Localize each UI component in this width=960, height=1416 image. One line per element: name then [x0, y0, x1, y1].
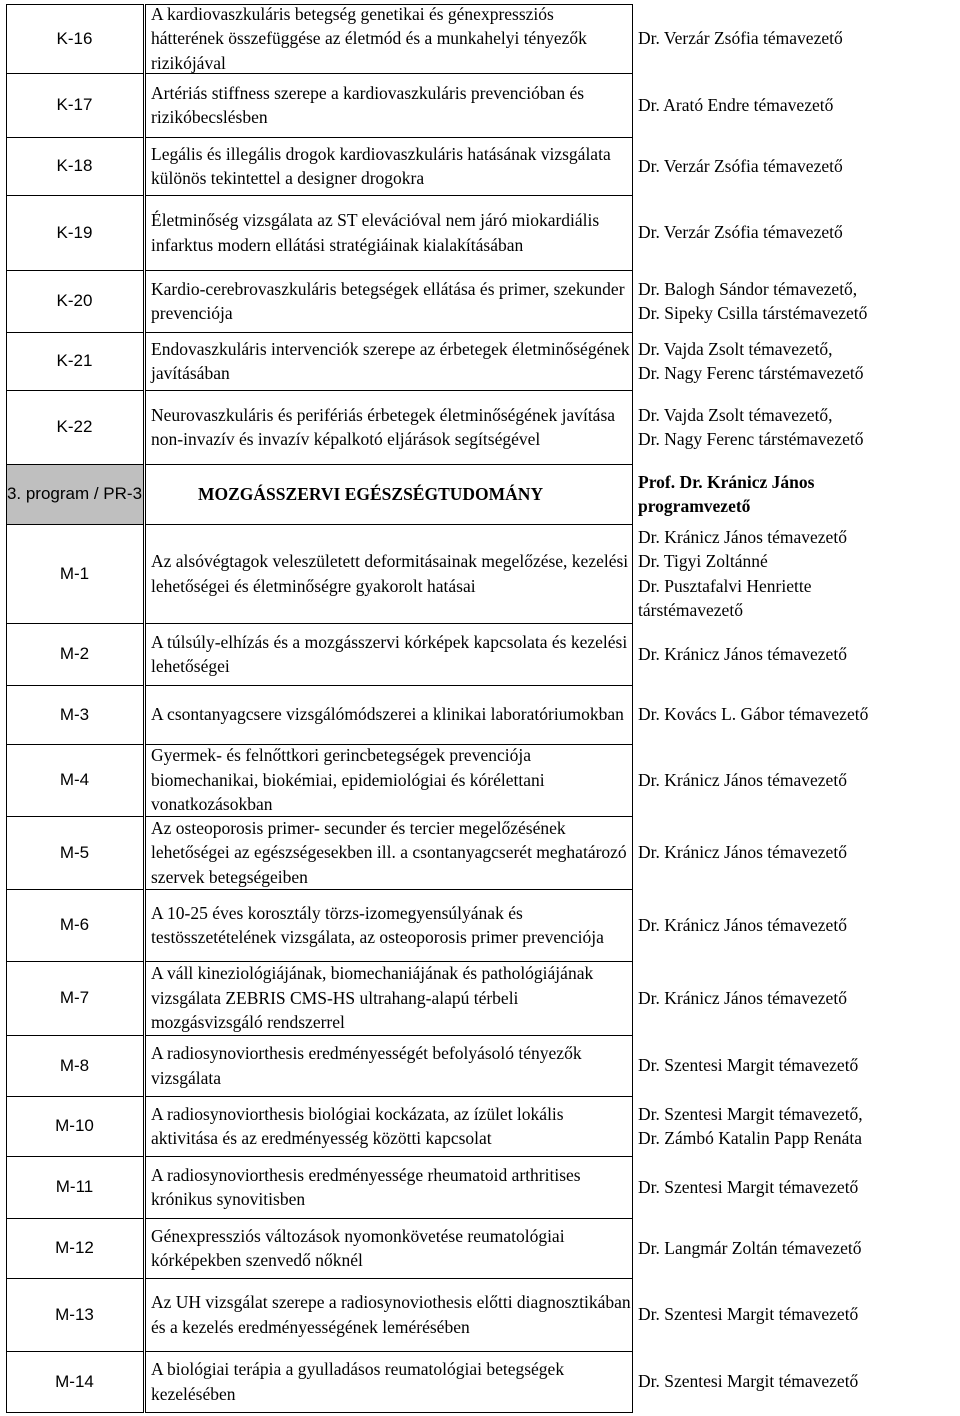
row-title: Az osteoporosis primer- secunder és tercier megelőzésének lehetőségei az egészségesekben ill. a csontanyagcserét meghatározó szervek betegségeiben	[151, 817, 627, 887]
row-divider	[145, 137, 633, 138]
supervisor-line: Dr. Verzár Zsófia témavezető	[638, 28, 843, 49]
row-code: M-6	[6, 889, 144, 961]
table-row	[0, 623, 960, 685]
table-row	[0, 1096, 960, 1156]
row-divider	[6, 1096, 144, 1097]
supervisor-line: Dr. Kránicz János témavezető	[638, 769, 847, 790]
table-row	[0, 524, 960, 623]
row-divider	[6, 4, 144, 5]
row-title: Legális és illegális drogok kardiovaszkuláris hatásának vizsgálata különös tekintettel a designer drogokra	[151, 143, 611, 188]
row-divider	[145, 4, 633, 5]
row-divider	[6, 1278, 144, 1279]
row-title: Neurovaszkuláris és perifériás érbetegek életminőségének javítása non-invazív és invazív képalkotó eljárások segítségével	[151, 404, 616, 449]
supervisor-line: Dr. Kránicz János témavezető	[638, 643, 847, 664]
row-supervisor	[638, 1035, 956, 1096]
supervisor-line: Dr. Szentesi Margit témavezető,	[638, 1103, 863, 1124]
row-divider	[6, 390, 144, 391]
row-divider	[6, 1218, 144, 1219]
table-row	[0, 1351, 960, 1412]
row-supervisor	[638, 137, 956, 195]
row-code: K-18	[6, 137, 144, 195]
row-title: Artériás stiffness szerepe a kardiovaszkuláris prevencióban és rizikóbecslésben	[151, 82, 585, 127]
row-title: A biológiai terápia a gyulladásos reumatológiai betegségek kezelésében	[151, 1359, 565, 1404]
table-bottom-border	[145, 1412, 633, 1413]
supervisor-line: Dr. Szentesi Margit témavezető	[638, 1304, 859, 1325]
row-supervisor	[638, 524, 956, 623]
row-divider	[145, 1096, 633, 1097]
row-code: M-10	[6, 1096, 144, 1156]
row-supervisor	[638, 889, 956, 961]
row-code: M-4	[6, 744, 144, 816]
section-heading: MOZGÁSSZERVI EGÉSZSÉGTUDOMÁNY	[198, 483, 544, 504]
row-title: Endovaszkuláris intervenciók szerepe az érbetegek életminőségének javításában	[151, 338, 630, 383]
row-divider	[6, 270, 144, 271]
row-code: M-14	[6, 1351, 144, 1412]
column-divider	[6, 4, 7, 1412]
row-code: M-12	[6, 1218, 144, 1278]
row-divider	[145, 524, 633, 525]
row-divider	[145, 889, 633, 890]
supervisor-line: Dr. Nagy Ferenc társtémavezető	[638, 363, 864, 383]
row-title: Életminőség vizsgálata az ST elevációval nem járó miokardiális infarktus modern ellátási stratégiáinak kialakításában	[151, 210, 600, 255]
row-divider	[145, 1035, 633, 1036]
row-divider	[145, 744, 633, 745]
supervisor-line: Dr. Kovács L. Gábor témavezető	[638, 704, 869, 725]
table-row	[0, 73, 960, 137]
table-row	[0, 744, 960, 816]
row-divider	[145, 961, 633, 962]
supervisor-line: Dr. Kránicz János témavezető	[638, 526, 847, 547]
row-supervisor	[638, 390, 956, 464]
table-row	[0, 1156, 960, 1218]
row-code: M-13	[6, 1278, 144, 1351]
row-divider	[6, 524, 144, 525]
row-divider	[145, 195, 633, 196]
supervisor-line: Dr. Verzár Zsófia témavezető	[638, 155, 843, 176]
row-divider	[145, 73, 633, 74]
row-title: Génexpressziós változások nyomonkövetése reumatológiai kórképekben szenvedő nőknél	[151, 1225, 565, 1270]
table-row	[0, 1218, 960, 1278]
row-supervisor	[638, 744, 956, 816]
table-row	[0, 1278, 960, 1351]
row-supervisor	[638, 816, 956, 889]
supervisor-line: Dr. Szentesi Margit témavezető	[638, 1371, 859, 1392]
row-divider	[145, 623, 633, 624]
supervisor-line: Dr. Nagy Ferenc társtémavezető	[638, 429, 864, 449]
row-divider	[6, 685, 144, 686]
table-row	[0, 685, 960, 744]
supervisor-line: Dr. Langmár Zoltán témavezető	[638, 1237, 862, 1258]
row-supervisor	[638, 4, 956, 73]
row-supervisor	[638, 195, 956, 270]
row-divider	[6, 195, 144, 196]
row-code: 3. program / PR-3	[6, 464, 144, 524]
row-divider	[145, 390, 633, 391]
row-title: Gyermek- és felnőttkori gerincbetegségek prevenciója biomechanikai, biokémiai, epidemiológiai és kórélettani vonatkozásokban	[151, 745, 545, 815]
row-divider	[145, 332, 633, 333]
table-row	[0, 816, 960, 889]
row-title: A radiosynoviorthesis eredményességét befolyásoló tényezők vizsgálata	[151, 1043, 582, 1088]
row-code: K-16	[6, 4, 144, 73]
row-divider	[6, 816, 144, 817]
supervisor-line: Dr. Szentesi Margit témavezető	[638, 1176, 859, 1197]
supervisor-line: Dr. Zámbó Katalin Papp Renáta	[638, 1128, 863, 1148]
row-divider	[6, 889, 144, 890]
row-code: M-2	[6, 623, 144, 685]
row-divider	[6, 73, 144, 74]
table-row	[0, 1035, 960, 1096]
row-supervisor	[638, 685, 956, 744]
row-title: A kardiovaszkuláris betegség genetikai és génexpressziós hátterének összefüggése az életmód és a munkahelyi tényezők rizikójával	[151, 3, 587, 73]
table-row	[0, 137, 960, 195]
row-divider	[6, 1351, 144, 1352]
row-code: M-1	[6, 524, 144, 623]
supervisor-line: Dr. Szentesi Margit témavezető	[638, 1055, 859, 1076]
row-supervisor	[638, 961, 956, 1035]
row-supervisor	[638, 332, 956, 390]
row-code: K-17	[6, 73, 144, 137]
supervisor-line: Dr. Arató Endre témavezető	[638, 94, 834, 115]
row-divider	[6, 332, 144, 333]
row-supervisor	[638, 1351, 956, 1412]
row-divider	[145, 464, 633, 465]
row-title: A csontanyagcsere vizsgálómódszerei a klinikai laboratóriumokban	[151, 704, 624, 725]
row-code: M-8	[6, 1035, 144, 1096]
row-divider	[6, 1035, 144, 1036]
row-code: M-5	[6, 816, 144, 889]
row-supervisor	[638, 1278, 956, 1351]
row-title: A váll kineziológiájának, biomechaniájának és pathológiájának vizsgálata ZEBRIS CMS-HS ultrahang-alapú térbeli mozgásvizsgáló rendszerrel	[151, 963, 594, 1033]
table-row	[0, 195, 960, 270]
row-divider	[6, 744, 144, 745]
row-supervisor	[638, 1218, 956, 1278]
row-code: M-11	[6, 1156, 144, 1218]
row-code: K-22	[6, 390, 144, 464]
supervisor-line: társtémavezető	[638, 600, 743, 620]
supervisor-line: Dr. Balogh Sándor témavezető,	[638, 278, 858, 299]
column-divider	[145, 4, 146, 1412]
row-divider	[145, 1351, 633, 1352]
table-row	[0, 332, 960, 390]
row-divider	[6, 464, 144, 465]
supervisor-line: Dr. Vajda Zsolt témavezető,	[638, 338, 833, 359]
row-divider	[145, 1156, 633, 1157]
supervisor-line: Dr. Sipeky Csilla társtémavezető	[638, 303, 868, 323]
supervisor-line: programvezető	[638, 496, 751, 516]
row-title: A radiosynoviorthesis biológiai kockázata, az ízület lokális aktivitása és az eredményesség közötti kapcsolat	[151, 1103, 564, 1148]
row-divider	[145, 816, 633, 817]
row-title: Kardio-cerebrovaszkuláris betegségek ellátása és primer, szekunder prevenciója	[151, 278, 625, 323]
row-supervisor	[638, 623, 956, 685]
table-row	[0, 889, 960, 961]
row-supervisor	[638, 1156, 956, 1218]
row-divider	[145, 270, 633, 271]
table-bottom-border	[6, 1412, 144, 1413]
row-supervisor	[638, 464, 956, 524]
row-code: K-19	[6, 195, 144, 270]
table-row	[0, 4, 960, 73]
column-divider	[632, 4, 633, 1412]
row-divider	[6, 1156, 144, 1157]
supervisor-line: Dr. Verzár Zsófia témavezető	[638, 222, 843, 243]
row-code: K-21	[6, 332, 144, 390]
supervisor-line: Dr. Kránicz János témavezető	[638, 842, 847, 863]
table-row	[0, 270, 960, 332]
row-code: K-20	[6, 270, 144, 332]
supervisor-line: Dr. Vajda Zsolt témavezető,	[638, 404, 833, 425]
row-title: Az UH vizsgálat szerepe a radiosynoviothesis előtti diagnosztikában és a kezelés eredményességének lemérésében	[151, 1292, 631, 1337]
row-code: M-7	[6, 961, 144, 1035]
row-supervisor	[638, 73, 956, 137]
supervisor-line: Dr. Kránicz János témavezető	[638, 987, 847, 1008]
row-title: A túlsúly-elhízás és a mozgásszervi kórképek kapcsolata és kezelési lehetőségei	[151, 631, 628, 676]
row-supervisor	[638, 1096, 956, 1156]
row-divider	[6, 137, 144, 138]
row-code: M-3	[6, 685, 144, 744]
supervisor-line: Dr. Kránicz János témavezető	[638, 914, 847, 935]
row-divider	[145, 685, 633, 686]
table-row	[0, 961, 960, 1035]
row-title: Az alsóvégtagok veleszületett deformitásainak megelőzése, kezelési lehetőségei és életminőségre gyakorolt hatásai	[151, 551, 629, 596]
row-divider	[6, 961, 144, 962]
supervisor-line: Prof. Dr. Kránicz János	[638, 471, 815, 492]
table-row	[0, 464, 960, 524]
row-divider	[145, 1278, 633, 1279]
row-title: A radiosynoviorthesis eredményessége rheumatoid arthritises krónikus synovitisben	[151, 1164, 581, 1209]
supervisor-line: Dr. Pusztafalvi Henriette	[638, 575, 812, 596]
supervisor-line: Dr. Tigyi Zoltánné	[638, 551, 768, 571]
row-divider	[145, 1218, 633, 1219]
row-supervisor	[638, 270, 956, 332]
table-row	[0, 390, 960, 464]
row-title: A 10-25 éves korosztály törzs-izomegyensúlyának és testösszetételének vizsgálata, az osteoporosis primer prevenciója	[151, 902, 604, 947]
row-divider	[6, 623, 144, 624]
